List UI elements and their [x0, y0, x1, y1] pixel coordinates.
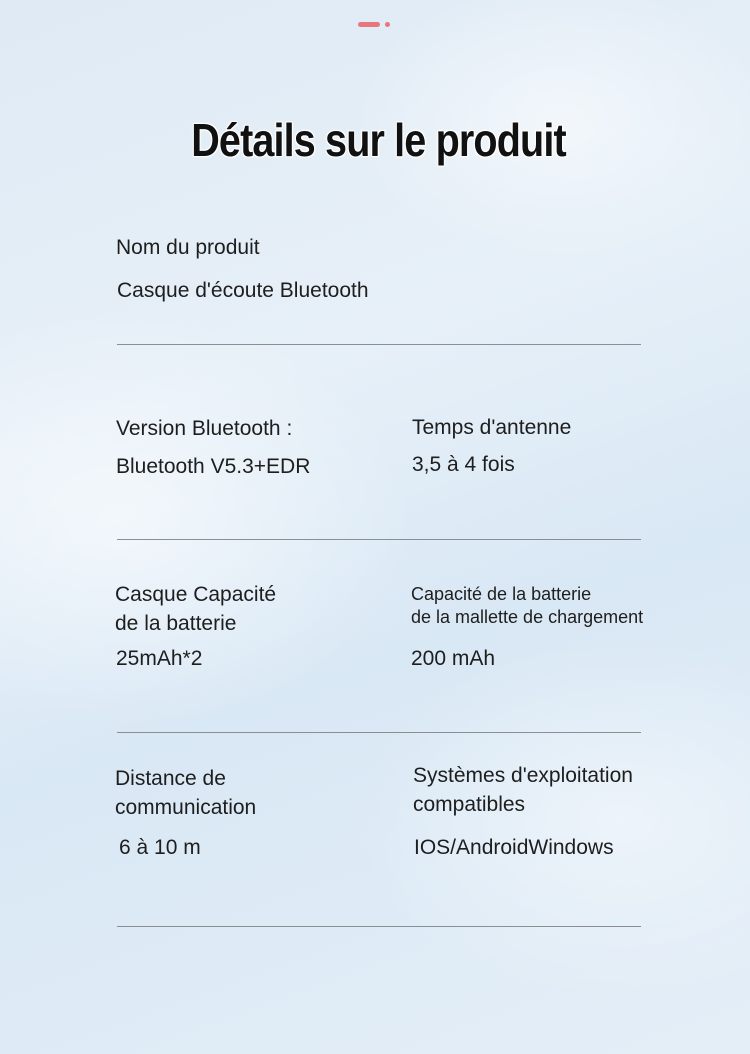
communication-distance-label-line1: Distance de — [115, 767, 226, 790]
product-name-label: Nom du produit — [116, 236, 260, 259]
communication-distance-label-line2: communication — [115, 796, 257, 819]
bluetooth-version-value: Bluetooth V5.3+EDR — [116, 455, 311, 478]
page-indicator — [358, 22, 390, 27]
headset-battery-label-line1: Casque Capacité — [115, 583, 277, 606]
divider — [117, 732, 641, 733]
antenna-time-label: Temps d'antenne — [412, 416, 572, 439]
divider — [117, 539, 641, 540]
page-indicator-dot — [385, 22, 390, 27]
product-name-value: Casque d'écoute Bluetooth — [117, 279, 369, 302]
divider — [117, 344, 641, 345]
compatible-os-label-line2: compatibles — [413, 793, 526, 816]
headset-battery-value: 25mAh*2 — [116, 647, 203, 670]
antenna-time-value: 3,5 à 4 fois — [412, 453, 515, 476]
case-battery-label-line1: Capacité de la batterie — [411, 584, 592, 604]
communication-distance-value: 6 à 10 m — [119, 836, 201, 859]
case-battery-value: 200 mAh — [411, 647, 496, 670]
page-indicator-active — [358, 22, 380, 27]
bluetooth-version-label: Version Bluetooth : — [116, 417, 293, 440]
page-title: Détails sur le produit — [191, 114, 566, 166]
case-battery-label-line2: de la mallette de chargement — [411, 607, 644, 627]
divider — [117, 926, 641, 927]
compatible-os-value: IOS/AndroidWindows — [414, 836, 614, 859]
compatible-os-label-line1: Systèmes d'exploitation — [413, 764, 633, 787]
headset-battery-label-line2: de la batterie — [115, 612, 237, 635]
